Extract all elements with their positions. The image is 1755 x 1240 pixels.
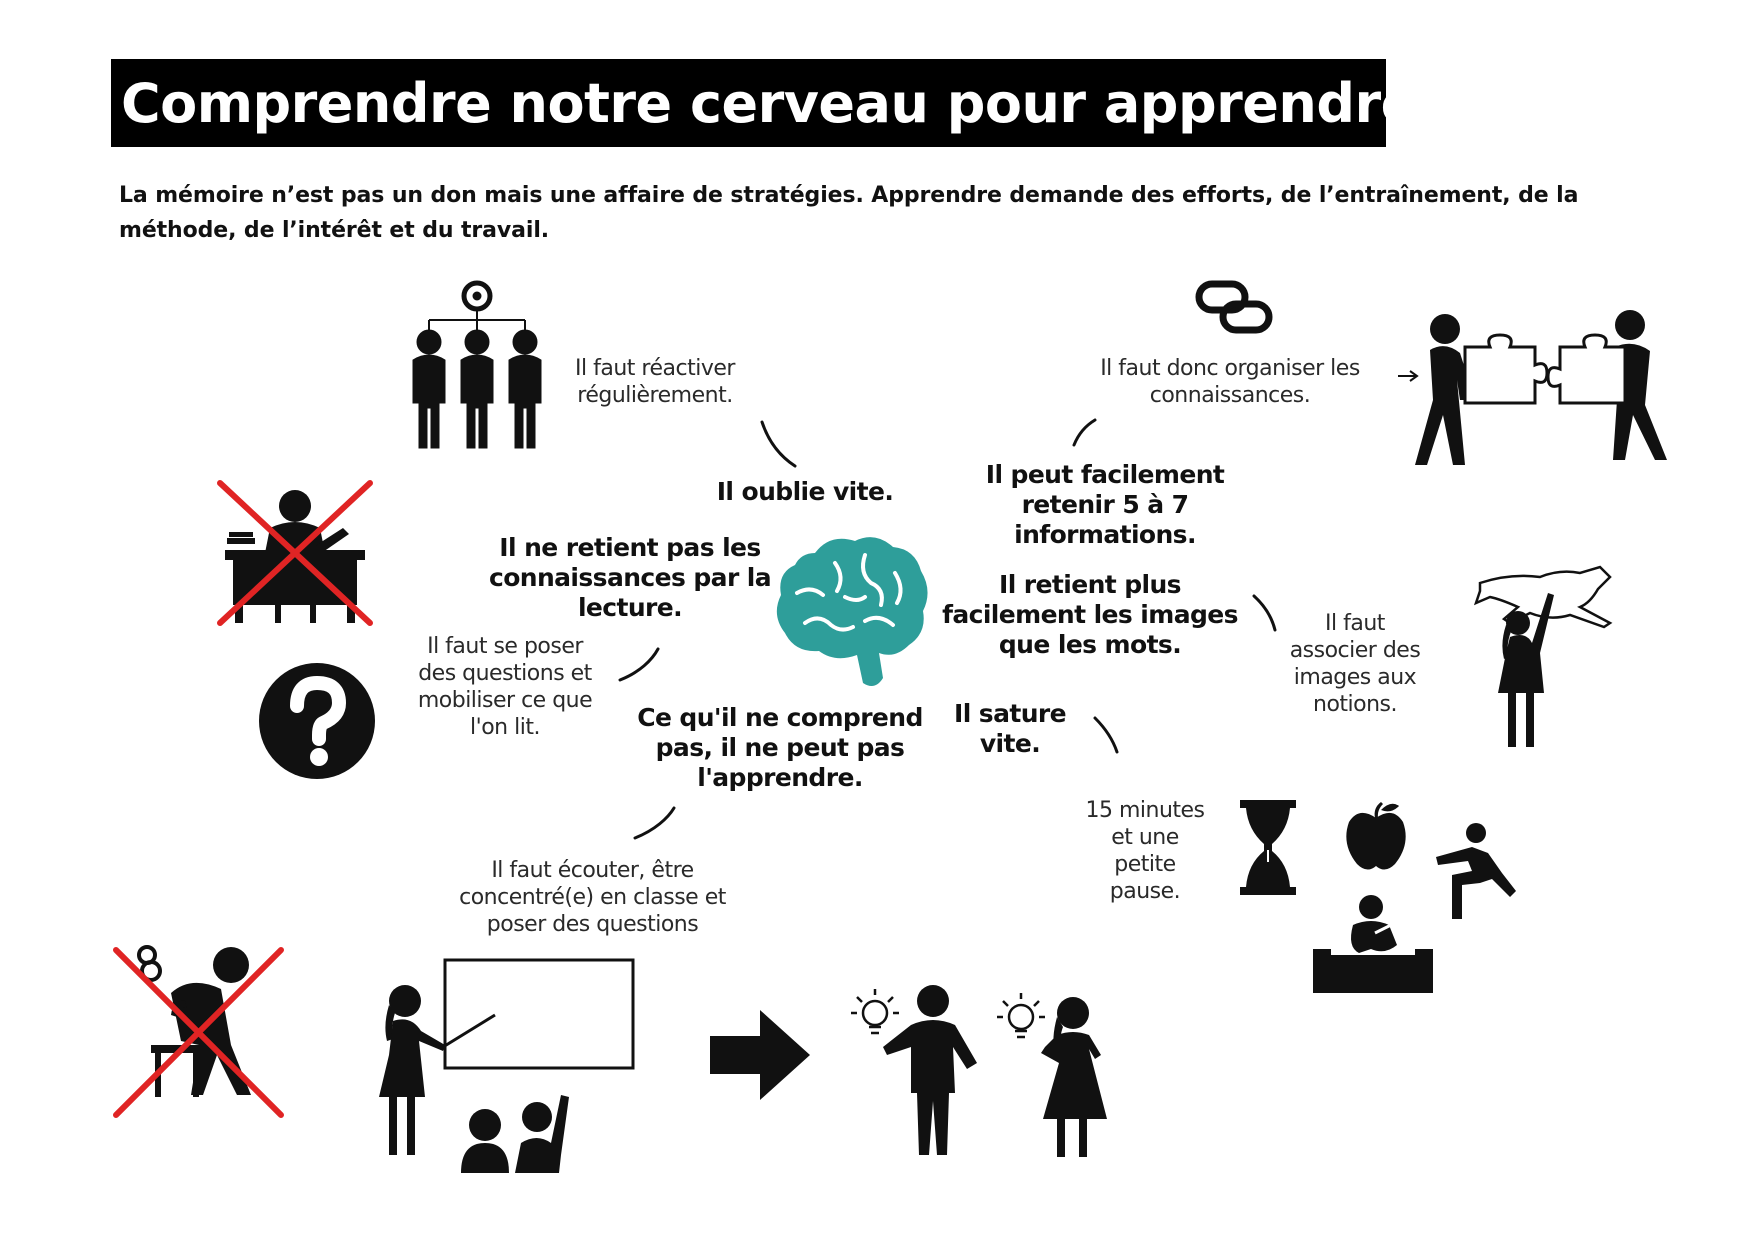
distracted-student-icon	[111, 945, 286, 1120]
statement-comprend: Ce qu'il ne comprend pas, il ne peut pas l'apprendre.	[637, 703, 923, 792]
tip-organiser: Il faut donc organiser les connaissances.	[1100, 356, 1360, 408]
idea-people-icon	[845, 983, 1115, 1158]
puzzle-people-icon	[1405, 305, 1685, 470]
statement-lecture: Il ne retient pas les connaissances par la lecture.	[488, 533, 772, 622]
tip-reactiver: Il faut réactiver régulièrement.	[575, 356, 735, 408]
tip-associer: Il faut associer des images aux notions.	[1289, 611, 1421, 717]
girl-dog-icon	[1470, 563, 1630, 753]
statement-retenir: Il peut facilement retenir 5 à 7 informations.	[985, 460, 1225, 549]
team-gear-icon	[405, 278, 545, 453]
tip-ecouter: Il faut écouter, être concentré(e) en classe et poser des questions	[459, 858, 726, 937]
link-icon	[1195, 278, 1275, 338]
tip-pause: 15 minutes et une petite pause.	[1085, 798, 1205, 904]
teacher-board-icon	[375, 955, 645, 1175]
statement-oublie: Il oublie vite.	[716, 477, 894, 506]
exercise-icon	[1432, 823, 1522, 923]
statement-sature: Il sature vite.	[954, 699, 1066, 758]
tip-questions: Il faut se poser des questions et mobiliser ce que l'on lit.	[417, 634, 593, 740]
intro-text: La mémoire n’est pas un don mais une affaire de stratégies. Apprendre demande des efforts, de l’entraînement, de la méthode, de l’intérêt et du travail.	[119, 183, 1579, 243]
arrow-right-icon	[710, 1010, 810, 1100]
statement-images: Il retient plus facilement les images que les mots.	[942, 570, 1238, 659]
brain-icon	[775, 533, 930, 693]
student-desk-icon	[215, 478, 375, 628]
sofa-rest-icon	[1313, 893, 1433, 997]
page-title: Comprendre notre cerveau pour apprendre	[121, 71, 1417, 135]
apple-icon	[1345, 800, 1407, 872]
hourglass-icon	[1238, 800, 1298, 895]
question-icon	[257, 661, 377, 781]
